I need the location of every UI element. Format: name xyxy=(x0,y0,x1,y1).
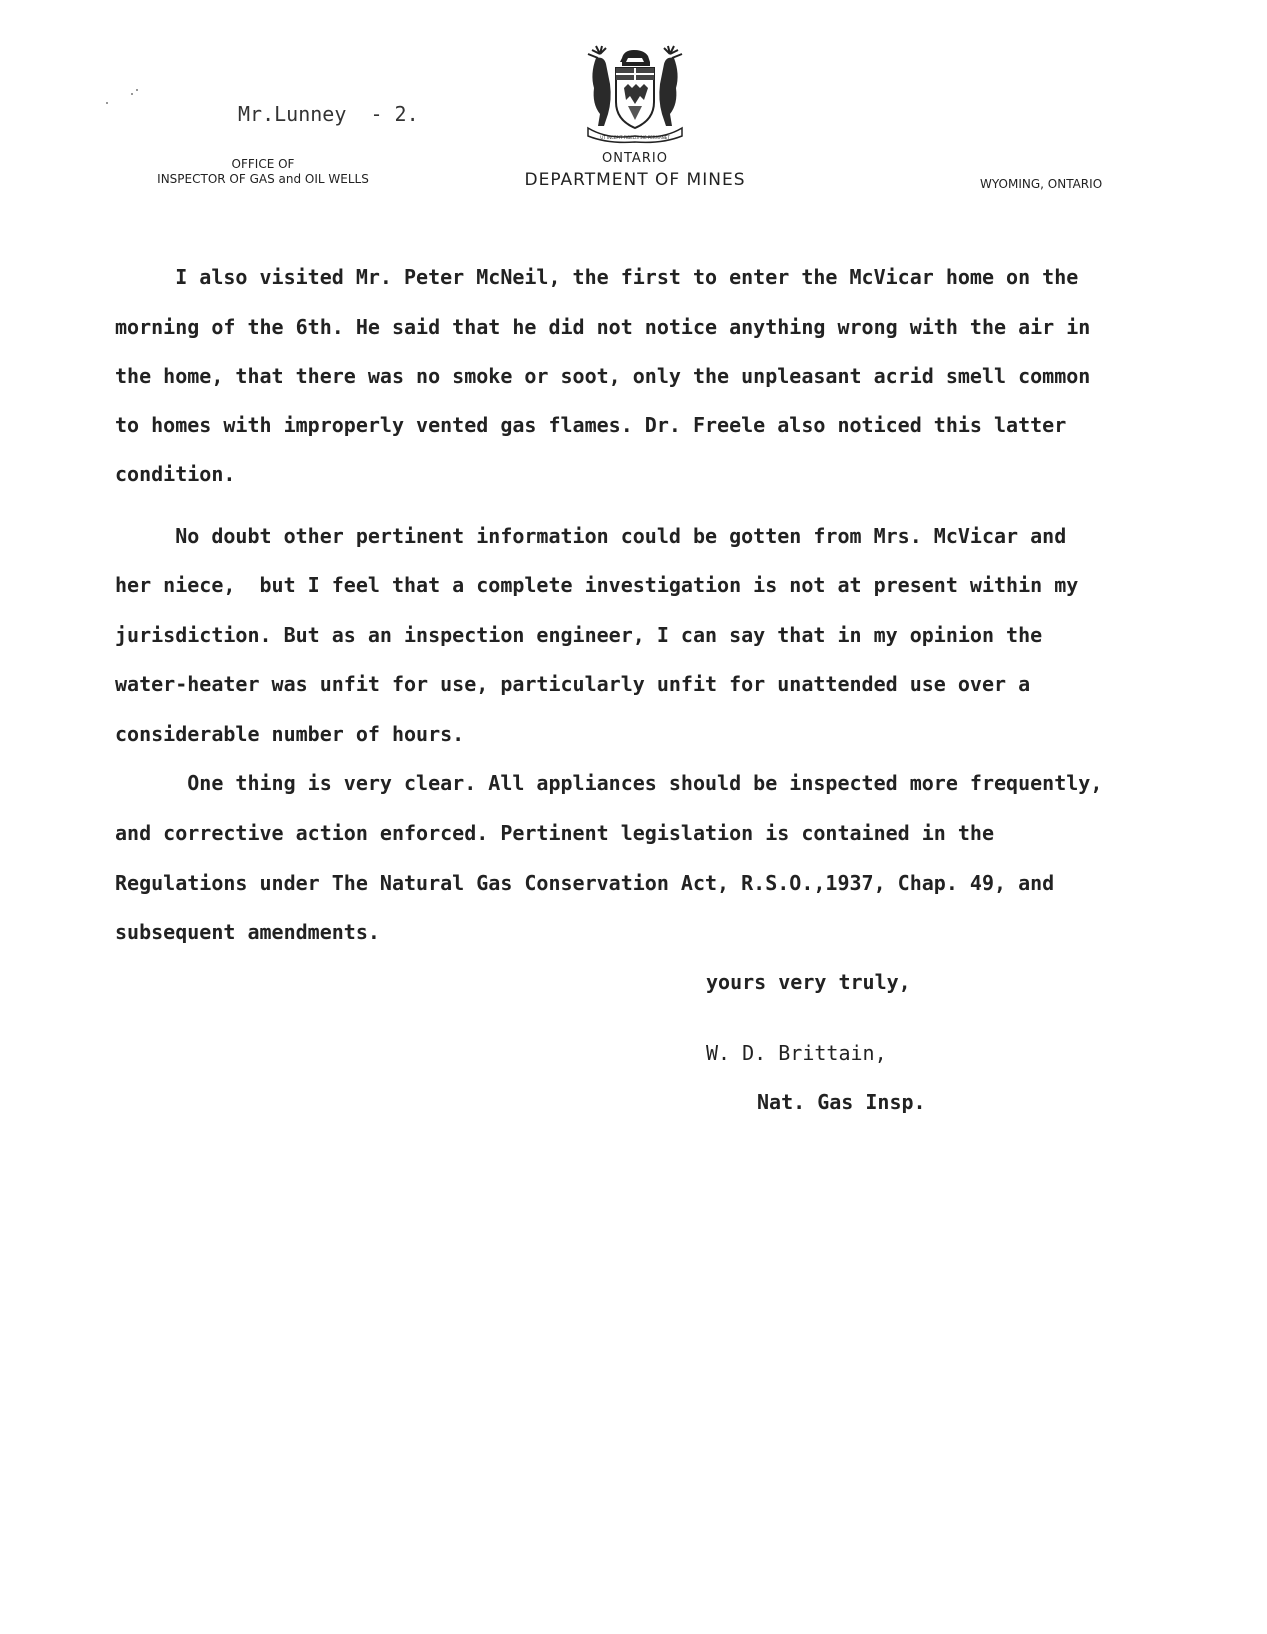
body-line: Regulations under The Natural Gas Conservation Act, R.S.O.,1937, Chap. 49, and xyxy=(115,871,1055,895)
body-line: jurisdiction. But as an inspection engineer, I can say that in my opinion the xyxy=(115,623,1043,647)
body-line: condition. xyxy=(115,462,236,486)
body-line: and corrective action enforced. Pertinent legislation is contained in the xyxy=(115,821,994,845)
signatory-name: W. D. Brittain, xyxy=(706,1041,887,1065)
body-line: I also visited Mr. Peter McNeil, the first to enter the McVicar home on the xyxy=(115,265,1079,289)
paper-speck xyxy=(131,93,133,95)
body-line: her niece, but I feel that a complete investigation is not at present within my xyxy=(115,573,1079,597)
crest-motto: UT INCEPIT FIDELIS SIC PERMANET xyxy=(600,135,670,140)
signatory-title: Nat. Gas Insp. xyxy=(757,1090,926,1114)
body-line: the home, that there was no smoke or soot, only the unpleasant acrid smell common xyxy=(115,364,1091,388)
body-line: No doubt other pertinent information could be gotten from Mrs. McVicar and xyxy=(115,524,1067,548)
office-line-2: INSPECTOR OF GAS and OIL WELLS xyxy=(157,172,369,186)
body-line: morning of the 6th. He said that he did not notice anything wrong with the air in xyxy=(115,315,1091,339)
closing-salutation: yours very truly, xyxy=(706,970,911,994)
paper-speck xyxy=(106,102,108,104)
office-label xyxy=(147,157,379,187)
ontario-coat-of-arms xyxy=(578,44,692,144)
office-line-1: OFFICE OF xyxy=(231,157,295,171)
body-line: One thing is very clear. All appliances should be inspected more frequently, xyxy=(115,771,1103,795)
paper-speck xyxy=(136,89,138,91)
body-line: subsequent amendments. xyxy=(115,920,380,944)
page-reference: Mr.Lunney - 2. xyxy=(238,102,419,126)
province-label: ONTARIO xyxy=(602,151,668,166)
body-line: water-heater was unfit for use, particularly unfit for unattended use over a xyxy=(115,672,1031,696)
location-label: WYOMING, ONTARIO xyxy=(980,177,1103,191)
body-line: to homes with improperly vented gas flames. Dr. Freele also noticed this latter xyxy=(115,413,1067,437)
department-label: DEPARTMENT OF MINES xyxy=(524,170,746,190)
body-line: considerable number of hours. xyxy=(115,722,465,746)
